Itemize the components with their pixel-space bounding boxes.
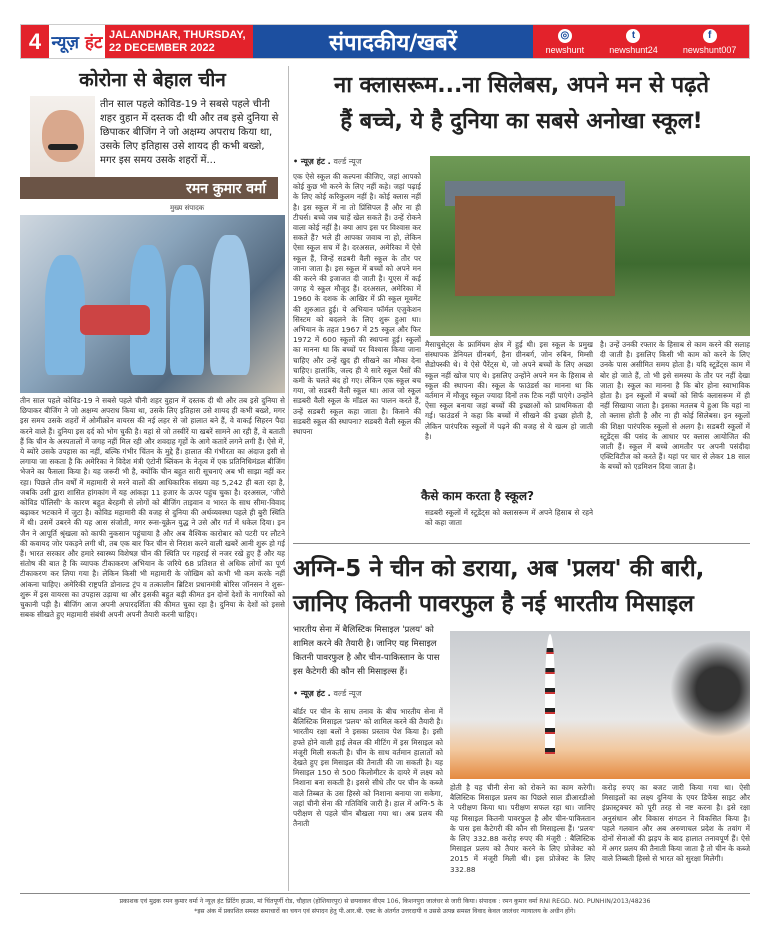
imprint-line-2: *इस अंक में प्रकाशित समस्त समाचारों का चयन एवं संपादन हेतु पी.आर.बी. एक्ट के अंतर्गत उत्तरदायी व उससे उत्पन्न समस्त विवाद केवल जालंधर न्यायालय के अधीन होंगे। (194, 908, 576, 915)
byline-desk: वर्ल्ड न्यूज (333, 157, 362, 166)
social-twitter[interactable] (609, 29, 658, 55)
newspaper-logo (49, 25, 105, 58)
social-facebook[interactable] (683, 29, 737, 55)
school-column-2b: सडबरी स्कूलों में स्टूडेंट्स को क्लासरूम में अपने हिसाब से रहने को कहा जाता (425, 508, 593, 528)
school-headline-line-1: ना क्लासरूम...ना सिलेबस, अपने मन से पढ़ते (333, 73, 710, 98)
dateline (105, 25, 253, 58)
author-name: रमन कुमार वर्मा (20, 177, 278, 199)
column-divider (288, 66, 289, 891)
editorial-body: तीन साल पहले कोविड-19 ने सबसे पहले चीनी शहर वुहान में दस्तक दी थी और तब इसे दुनिया से छिपाकर बीजिंग ने जो अक्षम्य अपराध किया था, उसके लिए इतिहास उसे शायद ही कभी बख्शे, मगर इस समय उसके शहरों में ओमीक्रोन वायरस की नई लहर से जो हालात बने हैं, वे वाकई सिहरन पैदा करने वाले हैं। दुनिया इस दर्द को भोग चुकी है। वहां से जो तस्वीरें या खबरें सामने आ रही हैं, वे बताती हैं कि चीन के अस्पतालों में जगह नहीं मिल रही और शवदाह गृहों के आगे कतारें लगने लगी हैं। ऐसे में, ये ब्योरे उसके उपहास का नहीं, बल्कि गंभीर चिंतन के मुद्दे हैं। हालात की गंभीरता का अंदाज इसी से लगाया जा सकता है कि अमेरिका ने विदेश मंत्री एंटोनी ब्लिंकन के नेतृत्व में एक प्रतिनिधिमंडल बीजिंग भेजने का फैसला किया है। यह जरूरी भी है, क्योंकि चीन बहुत सारी सूचनाएं अब भी साझा नहीं कर रहा। पिछले तीन वर्षों में महामारी से मरने वालों की आधिकारिक संख्या वह 5,242 ही बता रहा है, जबकि उसी द्वारा शासित हांगकांग में यह आंकड़ा 11 हजार के ऊपर पहुंच चुका है। दरअसल, 'जीरो कोविड पॉलिसी' के कारण बहुत बेरहमी से लोगों को बीजिंग ताइवान व भारत के साथ सीमा-विवाद बढ़ाकर भटकाने में जुटा है। कोविड महामारी की वजह से दुनिया की अर्थव्यवस्था पहले ही बुरी स्थिति में थी। उसमें उबरने की यह आस संजोती, मगर रूस-यूक्रेन युद्ध ने उसे और गर्त में धकेल दिया। इन जैन ने आपूर्ति श्रृंखला को काफी नुकसान पहुंचाया है और अब वैश्विक कारोबार को पटरी पर लौटने की कवायद जोर पकड़ने लगी थी, तब एक बार फिर चीन से निराश करने वाली खबरें आनी शुरू हो गई हैं। भारत सरकार और हमारे स्वास्थ्य विशेषज्ञ चीन की स्थिति पर गहराई से नजर रखे हुए हैं और यह संतोष की बात है कि व्यापक टीकाकरण अभियान के जरिये 68 प्रतिशत से अधिक लोगों का पूर्ण टीकाकरण कर लिया गया है। लेकिन किसी भी महामारी के जोखिम को कभी भी कम करके नहीं आंकना चाहिए। अमेरिकी राष्ट्रपति डोनाल्ड ट्रंप व तत्कालीन ब्रिटिश प्रधानमंत्री बोरिस जॉनसन ने शुरू-शुरू में इस वायरस का उपहास उड़ाया था और इसकी बहुत बड़ी कीमत इन दोनों देशों के नागरिकों को चुकानी पड़ी है। बीजिंग आज अपनी अपारदर्शिता की कीमत चुका रहा है। दुनिया के देशों को इससे सबक सीखते हुए महामारी संबंधी अपनी अपनी तैयारी करनी चाहिए। (20, 396, 285, 620)
section-title: संपादकीय/खबरें (253, 25, 533, 58)
byline-desk: वर्ल्ड न्यूज (333, 689, 362, 698)
twitter-icon: t (626, 29, 640, 43)
social-instagram[interactable] (546, 29, 585, 55)
missile-column-3: करोड़ रुपए का बजट जारी किया गया था। ऐसी मिसाइलों का लक्ष्य दुनिया के एयर डिफेंस साइट और इंफ्रास्ट्रक्चर को पूरी तरह से नष्ट करना है। इसे रक्षा अनुसंधान और विकास संगठन ने विकसित किया है। पहले गलवान और अब अरुणाचल प्रदेश के तवांग में दोनों सेनाओं की झड़प के बाद हालात तनावपूर्ण हैं। ऐसे में अगर प्रलय की तैनाती किया जाता है तो चीन के कब्जे वाले तिब्बती हिस्से से भारत को सुरक्षा मिलेगी। (602, 783, 750, 864)
twitter-handle: newshunt24 (609, 44, 658, 55)
missile-photo (450, 631, 750, 779)
editorial-teaser: तीन साल पहले कोविड-19 ने सबसे पहले चीनी शहर वुहान में दस्तक दी थी और तब इसे दुनिया से छिपाकर बीजिंग ने जो अक्षम्य अपराध किया था, उसके लिए इतिहास उसे शायद ही कभी बख्शे, मगर इस समय उसके शहरों में... (100, 99, 279, 166)
imprint-line-1: प्रकाशक एवं मुद्रक रमन कुमार वर्मा ने न्यूज़ हंट प्रिंटिंग हाउस, मां चिंतपूर्णी रोड, चौहाल (होशियारपुर) से छपवाकर वीएम 106, किशनपुरा जालंधर से जारी किया। संपादक : रमन कुमार वर्मा RNI REGD. NO. PUNHIN/2013/48236 (119, 898, 651, 905)
missile-byline (293, 688, 362, 699)
story-divider (293, 543, 750, 544)
hospital-photo (20, 215, 285, 393)
school-headline-line-2: हैं बच्चे, ये है दुनिया का सबसे अनोखा स्कूल! (340, 109, 703, 134)
editorial-title: कोरोना से बेहाल चीन (79, 69, 226, 91)
masthead (20, 24, 750, 59)
school-column-1: एक ऐसे स्कूल की कल्पना कीजिए, जहां आपको कोई कुछ भी करने के लिए नहीं कहे। जहां पढ़ाई के लिए कोई करिकुलम नहीं है। कोई क्लास नहीं है। इस स्कूल में ना तो प्रिंसिपल हैं और ना ही टीचर्स। बच्चे जब चाहें खेल सकते हैं। उन्हें रोकने वाला कोई नहीं है। क्या आप इस पर विश्वास कर सकते हैं? भले ही आपका जवाब ना हो, लेकिन ऐसा स्कूल सच में है। दरअसल, अमेरिका में ऐसे स्कूल हैं, जिन्हें सडबरी वैली स्कूल के तौर पर जाना जाता है। इस स्कूल में बच्चों को अपने मन की करने की इजाजत दी जाती है। यूएस में कई जगह ये स्कूल मौजूद हैं। दरअसल, अमेरिका में 1960 के दशक के आखिर में फ्री स्कूल मूवमेंट की शुरुआत हुई। ये अभियान फॉर्मल एजुकेशन सिस्टम को बदलने के लिए शुरू हुआ था। अभियान के तहत 1967 में 25 स्कूल और फिर 1972 में 600 स्कूलों की स्थापना हुई। स्कूलों का मानना था कि बच्चों पर विश्वास किया जाना चाहिए और उन्हें खुद ही सीखने का मौका देना चाहिए। हालांकि, जल्द ही ये सारे स्कूल पैसों की कमी के चलते बंद हो गए। लेकिन एक स्कूल बच गया, जो सडबरी वैली स्कूल था। आज जो स्कूल सडबरी वैली स्कूल के मॉडल का पालन करते हैं, उन्हें सडबरी स्कूल कहा जाता है। किसने की सडबरी स्कूल की स्थापना? सडबरी वैली स्कूल की स्थापना (293, 172, 421, 437)
imprint-footer (20, 897, 750, 917)
missile-column-2: होती है यह चीनी सेना को रोकने का काम करेगी। बैलिस्टिक मिसाइल प्रलय का पिछले साल डीआरडीओ ने परीक्षण किया था। परीक्षण सफल रहा था। जानिए यह मिसाइल कितनी पावरफुल है और चीन-पाकिस्तान के पास इस कैटेगरी की कौन सी मिसाइल्स हैं। 'प्रलय' के लिए 332.88 करोड़ रुपए की मंजूरी : बैलिस्टिक मिसाइल प्रलय को तैयार करने के लिए प्रोजेक्ट को 2015 में मंजूरी मिली थी। इस प्रोजेक्ट के लिए 332.88 (450, 783, 595, 874)
school-byline (293, 156, 362, 167)
facebook-icon: f (703, 29, 717, 43)
author-role: मुख्य संपादक (170, 204, 205, 212)
school-column-3: है। उन्हें उनकी रफ्तार के हिसाब से काम करने की सलाह दी जाती है। इसलिए किसी भी काम को करने के लिए उनके पास असीमित समय होता है। यदि स्टूडेंट्स काम में बोर हो जाते हैं, तो भी इसे समस्या के तौर पर नहीं देखा जाता है। स्कूल का मानना है कि बोर होना स्वाभाविक होता है। इन स्कूलों में बच्चों को सिर्फ क्लासरूम में ही नहीं सिखाया जाता है। इसका मतलब ये हुआ कि यहां ना तो क्लास होती है और ना ही कोई सिलेबस। इन स्कूलों की शिक्षा पारंपरिक स्कूलों से अलग है। सडबरी स्कूलों में स्टूडेंट्स की पसंद के आधार पर क्लास आयोजित की जाती हैं। स्कूल में बच्चे आमतौर पर अपनी पसंदीदा एक्टिविटीज को करते हैं। यहां पर चार से लेकर 18 साल के बच्चों को एडमिशन दिया जाता है। (600, 340, 750, 472)
facebook-handle: newshunt007 (682, 44, 737, 55)
dateline-city-day: JALANDHAR, THURSDAY, (109, 29, 246, 41)
byline-source: • न्यूज़ हंट . (293, 157, 331, 166)
missile-intro: भारतीय सेना में बैलिस्टिक मिसाइल 'प्रलय' को शामिल करने की तैयारी है। जानिए यह मिसाइल कितनी पावरफुल है और चीन-पाकिस्तान के पास इस कैटेगरी की कौन सी मिसाइल्स हैं। (293, 625, 440, 677)
school-subhead: कैसे काम करता है स्कूल? (421, 489, 534, 503)
missile-headline-line-2: जानिए कितनी पावरफुल है नई भारतीय मिसाइल (293, 591, 694, 617)
social-links (533, 25, 749, 58)
logo-part-2: हंट (84, 33, 103, 53)
instagram-icon: ◎ (558, 29, 572, 43)
school-column-2: मैसाचुसेट्स के फ्रामिंघम क्षेत्र में हुई थी। इस स्कूल के प्रमुख संस्थापक डेनियल ग्रीनबर्ग, हैना ग्रीनबर्ग, जोन रुबिन, मिम्सी सैडोफ्स्की थे। ये ऐसे पैरेंट्स थे, जो अपने बच्चों के लिए अच्छा स्कूल नहीं खोज पाए थे। इसलिए उन्होंने अपने मन के हिसाब से स्कूल की स्थापना की। स्कूल के फाउंडर्स का मानना था कि वर्तमान में मौजूद स्कूल ज्यादा दिनों तक टिक नहीं पाएंगे। उन्होंने ऐसा स्कूल बनाया जहां बच्चों की इच्छाओं को प्राथमिकता दी गई। फाउंडर्स ने कहा कि बच्चों में सीखने की इच्छा होती है, लेकिन पारंपरिक स्कूलों में पढ़ने की वजह से ये खत्म हो जाती है। (425, 340, 593, 441)
logo-part-1: न्यूज़ (51, 33, 79, 53)
page-number: 4 (21, 25, 49, 58)
school-headline (293, 68, 750, 140)
dateline-date: 22 DECEMBER 2022 (109, 42, 215, 54)
missile-column-1: बॉर्डर पर चीन के साथ तनाव के बीच भारतीय सेना में बैलिस्टिक मिसाइल 'प्रलय' को शामिल करने की तैयारी है। भारतीय रक्षा बलों ने इसका प्रस्ताव पेश किया है। इसी हफ्ते होने वाली हाई लेवल की मीटिंग में इस मिसाइल को मंजूरी मिली सकती है। चीन के साथ वर्तमान हालातों को देखते हुए इस मिसाइल की तैनाती की जा सकती है। यह मिसाइल 150 से 500 किलोमीटर के दायरे में लक्ष्य को निशाना बना सकती है। इससे सीधे तौर पर चीन के कब्जे वाले तिब्बत के उस हिस्से को निशाना बनाया जा सकेगा, जहां चीनी सेना की गतिविधि जारी है। हाल में अग्नि-5 के परीक्षण से पहले चीन बौखला गया था। अब प्रलय की तैनाती (293, 707, 443, 829)
missile-headline-line-1: अग्नि-5 ने चीन को डराया, अब 'प्रलय' की बारी, (293, 556, 705, 582)
byline-source: • न्यूज़ हंट . (293, 689, 331, 698)
school-photo (430, 156, 750, 336)
instagram-handle: newshunt (545, 44, 585, 55)
missile-headline (293, 552, 753, 622)
footer-divider (20, 893, 750, 894)
